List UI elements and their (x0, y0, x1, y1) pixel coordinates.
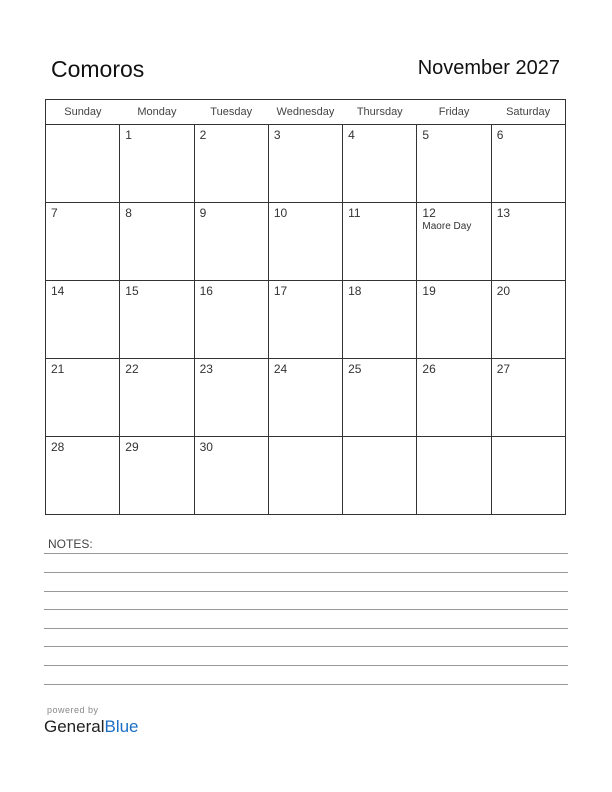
weekday-header-row (46, 100, 566, 125)
day-cell (120, 125, 194, 203)
day-cell (417, 203, 491, 281)
day-cell (194, 203, 268, 281)
weekday-friday: Friday (417, 100, 491, 125)
day-cell (46, 437, 120, 515)
day-number: 18 (348, 284, 362, 298)
day-cell (343, 125, 417, 203)
day-number: 24 (273, 362, 288, 376)
weekday-saturday: Saturday (491, 100, 565, 125)
day-cell (120, 203, 194, 281)
note-line (44, 572, 568, 573)
day-number: 4 (348, 128, 355, 142)
day-cell (120, 281, 194, 359)
calendar-week-row (46, 125, 566, 203)
day-number: 3 (273, 128, 281, 142)
day-number: 27 (496, 362, 511, 376)
day-cell (491, 281, 565, 359)
note-line (44, 628, 568, 629)
day-number: 26 (422, 362, 436, 376)
day-cell (268, 203, 342, 281)
holiday-label: Maore Day (422, 221, 472, 232)
day-number: 19 (422, 284, 436, 298)
day-number: 25 (348, 362, 362, 376)
note-line (44, 553, 568, 554)
month-year-title: November 2027 (417, 57, 560, 79)
day-number: 30 (199, 440, 213, 454)
day-cell (343, 281, 417, 359)
note-line (44, 646, 568, 647)
day-cell (491, 359, 565, 437)
day-number: 8 (125, 206, 132, 220)
day-number: 14 (51, 284, 65, 298)
country-title: Comoros (51, 56, 145, 82)
day-cell (46, 281, 120, 359)
day-cell (194, 437, 268, 515)
day-number: 15 (125, 284, 139, 298)
day-cell (491, 203, 565, 281)
day-cell (491, 437, 565, 515)
day-number: 7 (51, 206, 58, 220)
brand-general: General (44, 717, 105, 736)
day-number: 22 (125, 362, 139, 376)
day-number: 23 (199, 362, 213, 376)
weekday-wednesday: Wednesday (268, 100, 342, 125)
day-cell (268, 281, 342, 359)
brand-logo (44, 717, 139, 737)
day-cell (417, 281, 491, 359)
day-cell (120, 359, 194, 437)
day-cell (194, 125, 268, 203)
notes-label: NOTES: (48, 537, 93, 551)
calendar-grid (45, 99, 566, 515)
day-number: 20 (496, 284, 511, 298)
day-number: 10 (273, 206, 288, 220)
day-number: 13 (496, 206, 511, 220)
day-cell (194, 281, 268, 359)
day-number: 29 (125, 440, 139, 454)
day-number: 28 (51, 440, 65, 454)
day-cell (417, 437, 491, 515)
day-number: 17 (273, 284, 288, 298)
powered-by-text: powered by (47, 705, 99, 715)
day-number: 6 (496, 128, 504, 142)
day-cell (268, 359, 342, 437)
note-line (44, 665, 568, 666)
day-cell (343, 437, 417, 515)
day-cell (46, 125, 120, 203)
calendar-week-row (46, 281, 566, 359)
weekday-tuesday: Tuesday (194, 100, 268, 125)
weekday-sunday: Sunday (46, 100, 120, 125)
calendar-week-row (46, 437, 566, 515)
day-cell (46, 359, 120, 437)
day-number: 1 (125, 128, 132, 142)
day-cell (194, 359, 268, 437)
day-cell (491, 125, 565, 203)
day-cell (268, 125, 342, 203)
day-number: 11 (348, 206, 361, 220)
day-cell (417, 125, 491, 203)
weekday-thursday: Thursday (343, 100, 417, 125)
day-number: 16 (199, 284, 213, 298)
brand-blue: Blue (104, 717, 139, 736)
day-number: 12 (422, 206, 436, 220)
day-number: 5 (422, 128, 430, 142)
day-cell (417, 359, 491, 437)
day-number: 2 (199, 128, 207, 142)
note-line (44, 591, 568, 592)
note-line (44, 684, 568, 685)
day-cell (343, 359, 417, 437)
calendar-week-row (46, 203, 566, 281)
weekday-monday: Monday (120, 100, 194, 125)
day-cell (46, 203, 120, 281)
calendar-body (46, 125, 566, 515)
note-line (44, 609, 568, 610)
day-cell (343, 203, 417, 281)
day-number: 9 (199, 206, 207, 220)
day-cell (120, 437, 194, 515)
calendar-week-row (46, 359, 566, 437)
day-cell (268, 437, 342, 515)
day-number: 21 (51, 362, 65, 376)
